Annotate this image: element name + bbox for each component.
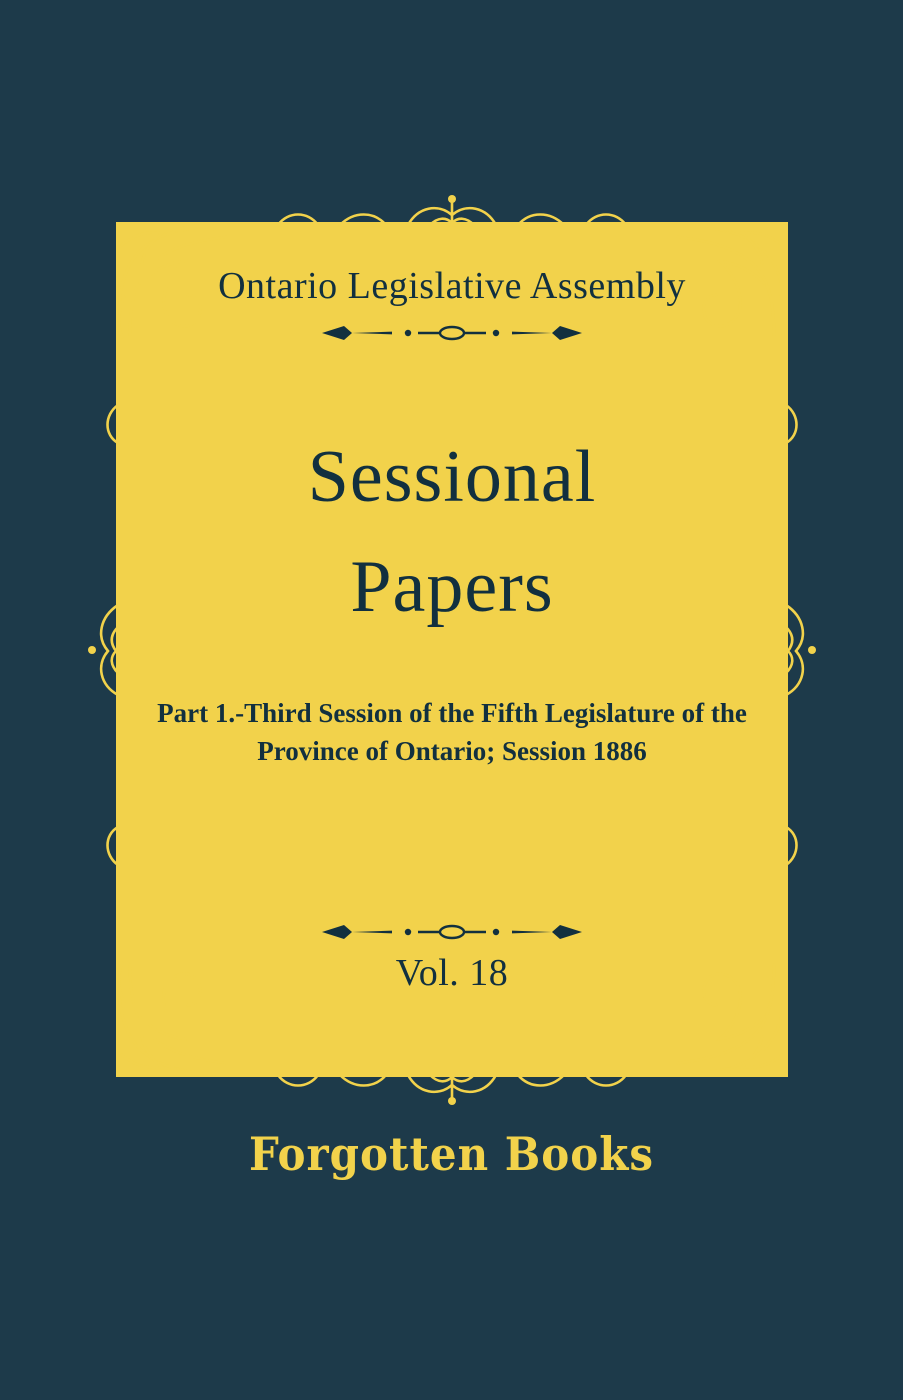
volume-group <box>116 907 788 995</box>
subtitle: Part 1.-Third Session of the Fifth Legislature of the Province of Ontario; Session 1886 <box>157 697 747 767</box>
volume-label: Vol. 18 <box>395 952 509 994</box>
cover-text-block <box>116 222 788 1077</box>
publisher-name <box>0 1130 903 1179</box>
page-title <box>308 428 597 638</box>
ornament-divider-top-icon <box>322 322 582 344</box>
ornament-divider-bottom-icon <box>322 921 582 943</box>
author-name: Ontario Legislative Assembly <box>218 265 686 307</box>
publisher-text: Forgotten Books <box>249 1128 654 1181</box>
title-line-2: Papers <box>350 545 554 628</box>
title-line-1: Sessional <box>307 436 597 518</box>
